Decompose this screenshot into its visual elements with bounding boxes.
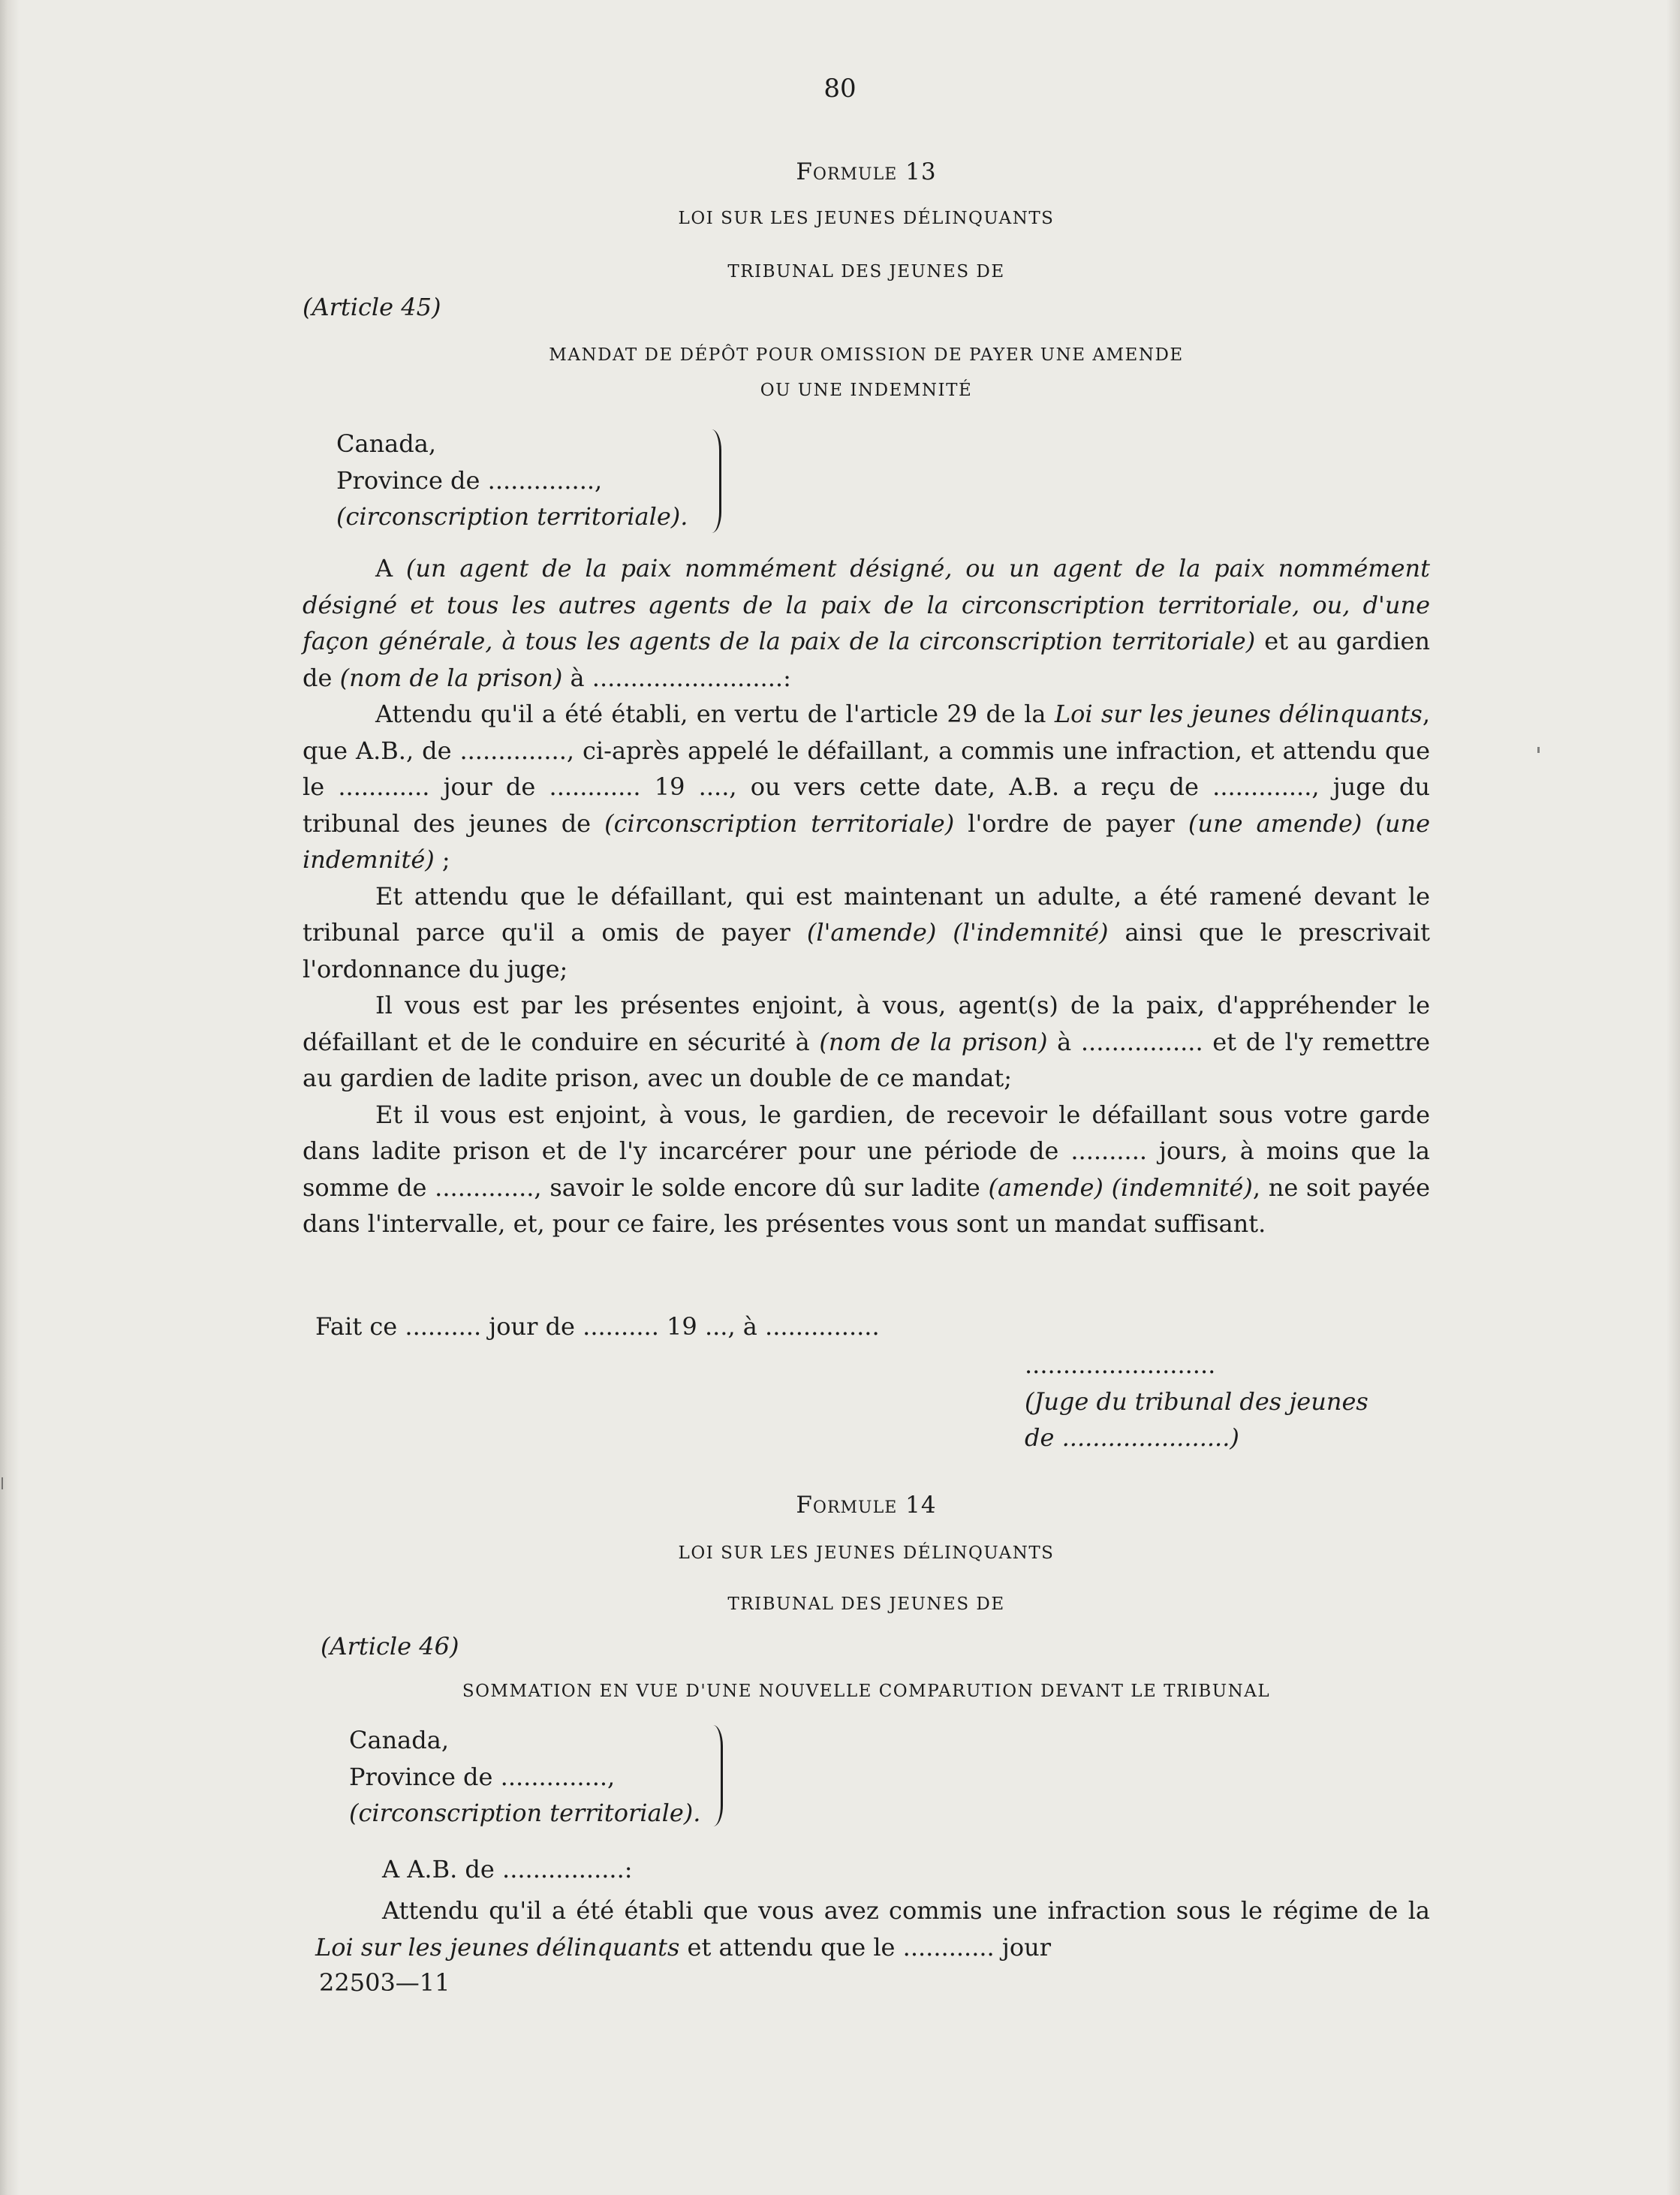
signature-dots: ......................... (1025, 1350, 1216, 1379)
page-edge-shadow (1666, 0, 1680, 2195)
paragraph-command-keeper: Et il vous est enjoint, à vous, le gardien, de recevoir le défaillant sous votre garde dans ladite prison et de l'y incarcérer pour une période de .......... jours, à moins que la somme de ............., savoir le solde encore dû sur ladite (amende) (indemnité), ne soit payée dans l'intervalle, et, pour ce faire, les présentes vous sont un mandat suffisant. (303, 1100, 1431, 1238)
form-14-heading: SOMMATION EN VUE D'UNE NOUVELLE COMPARUTION DEVANT LE TRIBUNAL (462, 1682, 1271, 1701)
form-13-heading-line1: MANDAT DE DÉPÔT POUR OMISSION DE PAYER UNE AMENDE (549, 345, 1184, 365)
paragraph-whereas-default: Et attendu que le défaillant, qui est maintenant un adulte, a été ramené devant le tribunal parce qu'il a omis de payer (l'amende) (l'indemnité) ainsi que le prescrivait l'ordonnance du juge; (303, 881, 1431, 983)
page-number: 80 (823, 74, 857, 104)
form-13-body (303, 550, 1430, 1242)
signature-court: de ......................) (1025, 1423, 1239, 1452)
venue-country: Canada, (336, 429, 436, 458)
paragraph-whereas-offence: Attendu qu'il a été établi que vous avez commis une infraction sous le régime de la Loi sur les jeunes délinquants et attendu que le ............ jour (315, 1896, 1430, 1962)
form-14-act-name: LOI SUR LES JEUNES DÉLINQUANTS (678, 1543, 1055, 1563)
form-13-signed-at: Fait ce .......... jour de .......... 19 ..., à ............... (315, 1312, 880, 1341)
printer-code: 22503—11 (319, 1968, 450, 1997)
form-13-article-ref: (Article 45) (303, 293, 441, 321)
form-14-venue (349, 1722, 700, 1832)
signature-title: (Juge du tribunal des jeunes (1025, 1387, 1368, 1416)
paragraph-command-officers: Il vous est par les présentes enjoint, à vous, agent(s) de la paix, d'appréhender le défaillant et de le conduire en sécurité à (nom de la prison) à ................ et de l'y remettre au gardien de ladite prison, avec un double de ce mandat; (303, 991, 1431, 1092)
venue-brace (713, 1725, 723, 1826)
scan-margin-mark (1537, 747, 1540, 753)
form-13-signature-block (1025, 1347, 1430, 1456)
form-13-court-name: TRIBUNAL DES JEUNES DE (727, 262, 1005, 282)
form-14-title: Formule 14 (796, 1492, 937, 1519)
form-13-title: Formule 13 (796, 158, 937, 185)
venue-district: (circonscription territoriale). (349, 1799, 701, 1827)
venue-district: (circonscription territoriale). (336, 502, 688, 531)
venue-brace (712, 429, 721, 533)
form-14-addressee: A A.B. de ................: (382, 1855, 633, 1883)
form-13-venue (336, 426, 688, 535)
venue-province: Province de .............., (349, 1762, 616, 1791)
form-14-article-ref: (Article 46) (321, 1632, 459, 1661)
venue-country: Canada, (349, 1726, 449, 1754)
form-13-heading-line2: OU UNE INDEMNITÉ (760, 381, 973, 400)
scan-margin-mark (2, 1477, 3, 1489)
form-14-body (315, 1892, 1430, 1965)
venue-province: Province de .............., (336, 465, 603, 495)
form-14-court-name: TRIBUNAL DES JEUNES DE (727, 1594, 1005, 1614)
form-13-act-name: LOI SUR LES JEUNES DÉLINQUANTS (678, 209, 1055, 228)
paragraph-whereas-offence: Attendu qu'il a été établi, en vertu de l'article 29 de la Loi sur les jeunes délinquants, que A.B., de .............., ci-après appelé le défaillant, a commis une infraction, et attendu que le ............ jour de ............ 19 ...., ou vers cette date, A.B. a reçu de ............., juge du tribunal des jeunes de (circonscription territoriale) l'ordre de payer (une amende) (une indemnité) ; (303, 700, 1431, 874)
paragraph-addressee: A (un agent de la paix nommément désigné, ou un agent de la paix nommément désigné et tous les autres agents de la paix de la circonscription territoriale, ou, d'une façon générale, à tous les agents de la paix de la circonscription territoriale) et au gardien de (nom de la prison) à .........................: (303, 554, 1431, 692)
